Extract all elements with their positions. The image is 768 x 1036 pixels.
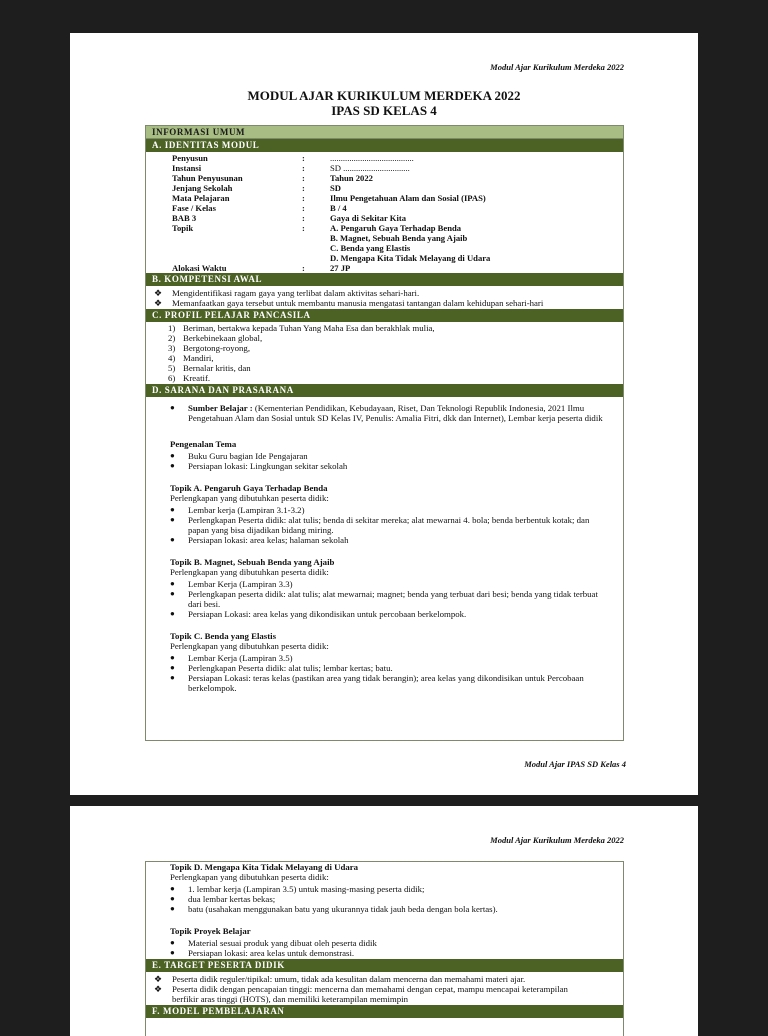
identitas-row (172, 153, 623, 163)
list-item (170, 579, 623, 589)
bullet-icon: ● (170, 403, 175, 412)
identitas-heading: A. IDENTITAS MODUL (146, 139, 623, 152)
list-item-text: Material sesuai produk yang dibuat oleh peserta didik (188, 938, 377, 948)
list-item (170, 609, 623, 619)
bullet-icon: ● (170, 451, 175, 460)
proyek-list (170, 938, 623, 958)
identitas-row-topik (172, 223, 623, 263)
list-item (170, 653, 623, 663)
list-item (168, 363, 623, 373)
kompetensi-list (146, 286, 623, 309)
running-header: Modul Ajar Kurikulum Merdeka 2022 (490, 835, 624, 845)
bullet-icon: ● (170, 938, 175, 947)
informasi-umum-heading: INFORMASI UMUM (146, 126, 623, 139)
topik-b-list (170, 579, 623, 619)
bullet-icon: ● (170, 515, 175, 524)
list-item (170, 894, 623, 904)
list-number: 4) (168, 353, 176, 363)
module-table (145, 125, 624, 741)
identitas-label: Fase / Kelas (172, 203, 216, 213)
bullet-icon: ● (170, 589, 175, 598)
list-item (170, 948, 623, 958)
identitas-table (146, 152, 623, 273)
document-page-2 (70, 806, 698, 1036)
diamond-bullet-icon: ❖ (154, 974, 162, 984)
bullet-icon: ● (170, 904, 175, 913)
topik-item: D. Mengapa Kita Tidak Melayang di Udara (330, 253, 491, 263)
list-item (168, 343, 623, 353)
list-item-text: Lembar Kerja (Lampiran 3.3) (188, 579, 293, 589)
identitas-row (172, 163, 623, 173)
identitas-value: Ilmu Pengetahuan Alam dan Sosial (IPAS) (330, 193, 486, 203)
list-number: 3) (168, 343, 176, 353)
sarana-content (146, 397, 623, 693)
sumber-label: Sumber Belajar : (188, 403, 253, 413)
identitas-colon: : (302, 223, 305, 233)
list-item (170, 535, 623, 545)
list-item (170, 505, 623, 515)
sumber-belajar-item (170, 403, 623, 423)
list-item-text: Beriman, bertakwa kepada Tuhan Yang Maha Esa dan berakhlak mulia, (183, 323, 435, 333)
topik-d-heading: Topik D. Mengapa Kita Tidak Melayang di Udara (170, 862, 359, 872)
list-number: 6) (168, 373, 176, 383)
bullet-icon: ● (170, 579, 175, 588)
diamond-bullet-icon: ❖ (154, 298, 162, 308)
bullet-icon: ● (170, 653, 175, 662)
list-item-text: Buku Guru bagian Ide Pengajaran (188, 451, 308, 461)
pengenalan-list (170, 451, 623, 471)
list-item-text: Lembar kerja (Lampiran 3.1-3.2) (188, 505, 305, 515)
bullet-icon: ● (170, 894, 175, 903)
topik-b-heading: Topik B. Magnet, Sebuah Benda yang Ajaib (170, 557, 335, 567)
bullet-icon: ● (170, 609, 175, 618)
profil-heading: C. PROFIL PELAJAR PANCASILA (146, 309, 623, 322)
topik-item: C. Benda yang Elastis (330, 243, 411, 253)
list-item (170, 938, 623, 948)
list-item-text: Perlengkapan peserta didik: alat tulis; alat mewarnai; magnet; benda yang terbuat dari besi; benda yang tidak terbuat dari besi. (188, 589, 598, 609)
module-table-continued (145, 861, 624, 1036)
target-heading: E. TARGET PESERTA DIDIK (146, 959, 623, 972)
identitas-label: Jenjang Sekolah (172, 183, 233, 193)
list-item (154, 298, 623, 308)
list-item-text: batu (usahakan menggunakan batu yang ukurannya tidak jauh beda dengan bola kertas). (188, 904, 498, 914)
list-item-text: Peserta didik reguler/tipikal: umum, tidak ada kesulitan dalam mencerna dan memahami materi ajar. (172, 974, 526, 984)
topik-c-heading: Topik C. Benda yang Elastis (170, 631, 277, 641)
list-item (170, 884, 623, 894)
list-item-text: Bergotong-royong, (183, 343, 251, 353)
profil-list (146, 322, 623, 383)
identitas-colon: : (302, 173, 305, 183)
pengenalan-heading: Pengenalan Tema (170, 439, 237, 449)
title-line-2: IPAS SD KELAS 4 (331, 102, 437, 118)
bullet-icon: ● (170, 673, 175, 682)
list-item-text: Mengidentifikasi ragam gaya yang terlibat dalam aktivitas sehari-hari. (172, 288, 420, 298)
title-line-1: MODUL AJAR KURIKULUM MERDEKA 2022 (247, 88, 521, 103)
document-page-1 (70, 33, 698, 795)
identitas-row (172, 213, 623, 223)
identitas-value: SD (330, 183, 341, 193)
list-item-text: Persiapan lokasi: area kelas untuk demonstrasi. (188, 948, 355, 958)
identitas-label: Tahun Penyusunan (172, 173, 243, 183)
identitas-label: Penyusun (172, 153, 208, 163)
bullet-icon: ● (170, 535, 175, 544)
document-title (70, 89, 698, 118)
kompetensi-heading: B. KOMPETENSI AWAL (146, 273, 623, 286)
identitas-value: B / 4 (330, 203, 347, 213)
list-item (168, 353, 623, 363)
sumber-text: (Kementerian Pendidikan, Kebudayaan, Riset, Dan Teknologi Republik Indonesia, 2021 Ilmu Pengetahuan Alam dan Sosial untuk SD Kelas IV, Penulis: Amalia Fitri, dkk dan Internet), Lembar kerja peserta didik (188, 403, 603, 423)
identitas-row (172, 183, 623, 193)
identitas-value: ....................................... (330, 153, 414, 163)
identitas-value: SD ............................... (330, 163, 410, 173)
identitas-value: Gaya di Sekitar Kita (330, 213, 406, 223)
list-item-text: Bernalar kritis, dan (183, 363, 251, 373)
topik-b-intro: Perlengkapan yang dibutuhkan peserta didik: (170, 567, 329, 577)
list-item-text: Persiapan lokasi: area kelas; halaman sekolah (188, 535, 349, 545)
bullet-icon: ● (170, 948, 175, 957)
list-item (170, 451, 623, 461)
topik-list (330, 223, 620, 263)
topik-a-intro: Perlengkapan yang dibutuhkan peserta didik: (170, 493, 329, 503)
list-item-text: Memanfaatkan gaya tersebut untuk membantu manusia mengatasi tantangan dalam kehidupan sehari-hari (172, 298, 544, 308)
list-item (154, 288, 623, 298)
list-item-text: Persiapan lokasi: Lingkungan sekitar sekolah (188, 461, 348, 471)
list-item-text: Lembar Kerja (Lampiran 3.5) (188, 653, 293, 663)
identitas-colon: : (302, 263, 305, 273)
list-item (168, 373, 623, 383)
list-item (170, 673, 623, 693)
list-item-text: Perlengkapan Peserta didik: alat tulis; lembar kertas; batu. (188, 663, 393, 673)
topik-c-list (170, 653, 623, 693)
list-item-text: Kreatif. (183, 373, 211, 383)
topik-a-list (170, 505, 623, 545)
list-item (168, 333, 623, 343)
identitas-label: Topik (172, 223, 194, 233)
list-item-text: Berkebinekaan global, (183, 333, 263, 343)
bullet-icon: ● (170, 505, 175, 514)
identitas-colon: : (302, 213, 305, 223)
list-number: 1) (168, 323, 176, 333)
list-item-text: dua lembar kertas bekas; (188, 894, 276, 904)
list-item-text: Mandiri, (183, 353, 214, 363)
list-item (154, 984, 623, 1004)
identitas-colon: : (302, 193, 305, 203)
identitas-label: Alokasi Waktu (172, 263, 227, 273)
identitas-colon: : (302, 203, 305, 213)
list-item (168, 323, 623, 333)
list-item-text: Persiapan Lokasi: area kelas yang dikondisikan untuk percobaan berkelompok. (188, 609, 467, 619)
bullet-icon: ● (170, 884, 175, 893)
topik-item: A. Pengaruh Gaya Terhadap Benda (330, 223, 462, 233)
identitas-label: Mata Pelajaran (172, 193, 230, 203)
list-item (154, 974, 623, 984)
running-header: Modul Ajar Kurikulum Merdeka 2022 (490, 62, 624, 72)
list-item-text: Perlengkapan Peserta didik: alat tulis; benda di sekitar mereka; alat mewarnai 4. bola; benda berbentuk kotak; dan papan yang bisa dijadikan bidang miring. (188, 515, 590, 535)
diamond-bullet-icon: ❖ (154, 288, 162, 298)
sarana-continued (146, 862, 623, 958)
identitas-colon: : (302, 183, 305, 193)
list-number: 5) (168, 363, 176, 373)
target-list (146, 972, 623, 1005)
identitas-row (172, 193, 623, 203)
bullet-icon: ● (170, 663, 175, 672)
identitas-label: Instansi (172, 163, 202, 173)
model-heading: F. MODEL PEMBELAJARAN (146, 1005, 623, 1018)
identitas-row-alokasi (172, 263, 623, 273)
diamond-bullet-icon: ❖ (154, 984, 162, 994)
sarana-heading: D. SARANA DAN PRASARANA (146, 384, 623, 397)
list-number: 2) (168, 333, 176, 343)
topik-d-intro: Perlengkapan yang dibutuhkan peserta didik: (170, 872, 329, 882)
topik-a-heading: Topik A. Pengaruh Gaya Terhadap Benda (170, 483, 328, 493)
list-item-text: 1. lembar kerja (Lampiran 3.5) untuk masing-masing peserta didik; (188, 884, 425, 894)
list-item (170, 589, 623, 609)
list-item (170, 663, 623, 673)
bullet-icon: ● (170, 461, 175, 470)
list-item (170, 461, 623, 471)
identitas-colon: : (302, 163, 305, 173)
identitas-value: 27 JP (330, 263, 351, 273)
topik-c-intro: Perlengkapan yang dibutuhkan peserta didik: (170, 641, 329, 651)
list-item (170, 515, 623, 535)
running-footer: Modul Ajar IPAS SD Kelas 4 (524, 759, 626, 769)
identitas-row (172, 173, 623, 183)
list-item-text: Peserta didik dengan pencapaian tinggi: mencerna dan memahami dengan cepat, mampu mencapai keterampilan berfikir aras tinggi (HOTS), dan memiliki keterampilan memimpin (172, 984, 568, 1004)
identitas-row (172, 203, 623, 213)
topik-d-list (170, 884, 623, 914)
identitas-colon: : (302, 153, 305, 163)
identitas-value: Tahun 2022 (330, 173, 373, 183)
identitas-label: BAB 3 (172, 213, 197, 223)
list-item-text: Persiapan Lokasi: teras kelas (pastikan area yang tidak berangin); area kelas yang dikondisikan untuk Percobaan berkelompok. (188, 673, 584, 693)
list-item (170, 904, 623, 914)
topik-item: B. Magnet, Sebuah Benda yang Ajaib (330, 233, 468, 243)
proyek-heading: Topik Proyek Belajar (170, 926, 251, 936)
